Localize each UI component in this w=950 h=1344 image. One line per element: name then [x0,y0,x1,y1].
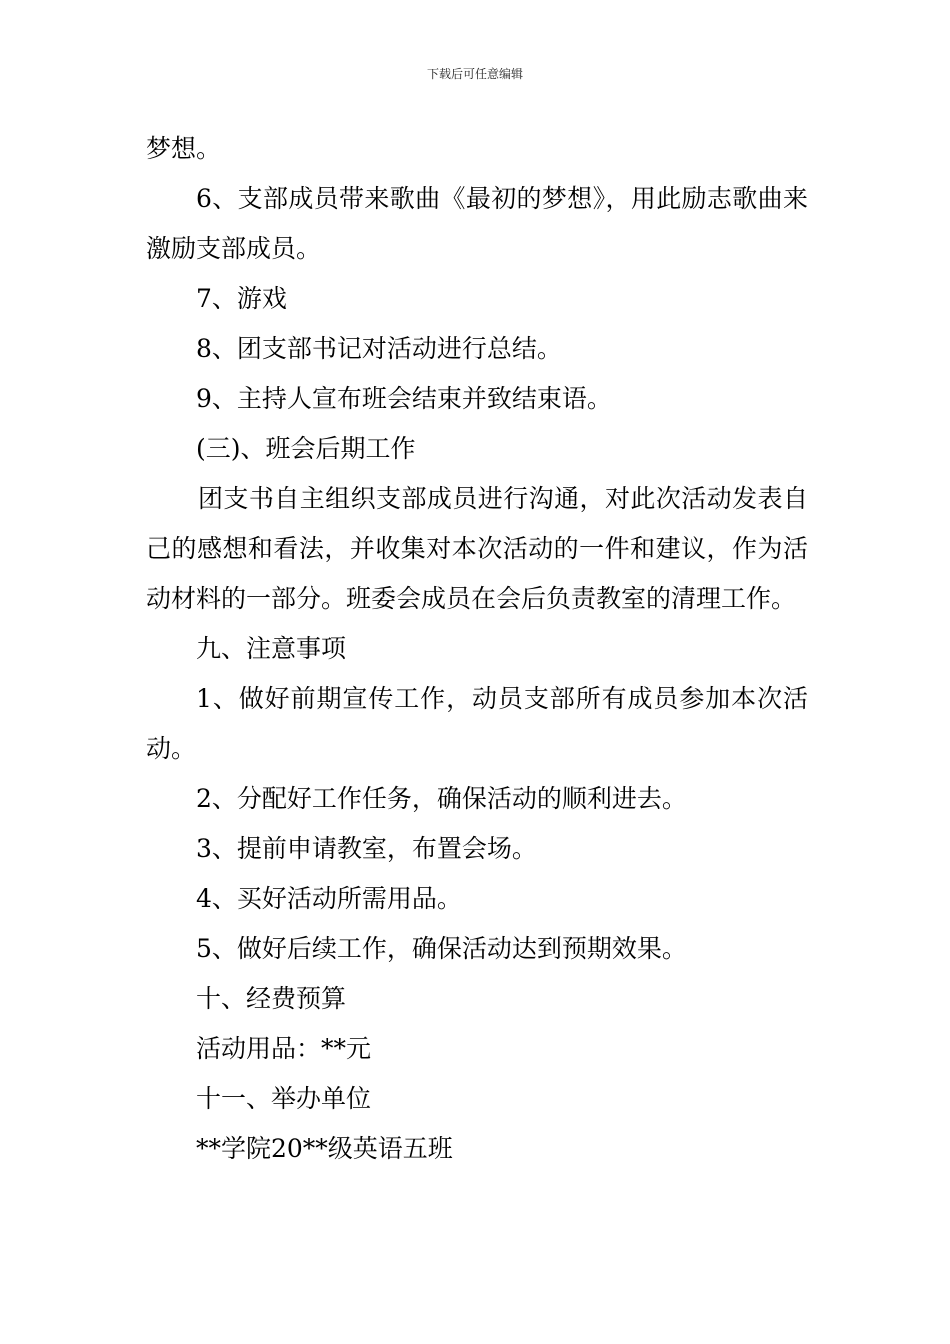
document-body [146,124,808,1174]
notes-item-1: 1、做好前期宣传工作，动员支部所有成员参加本次活动。 [146,684,808,763]
section-heading-budget: 十、经费预算 [196,984,347,1013]
budget-item: 活动用品：**元 [196,1034,372,1063]
paragraph-continuation: 梦想。 [146,134,222,163]
section-heading-post-meeting: (三)、班会后期工作 [196,434,416,463]
notes-item-2: 2、分配好工作任务，确保活动的顺利进去。 [196,784,687,813]
paragraph-post-meeting: 团支书自主组织支部成员进行沟通，对此次活动发表自己的感想和看法，并收集对本次活动的一件和建议，作为活动材料的一部分。班委会成员在会后负责教室的清理工作。 [146,484,808,613]
list-item-8: 8、团支部书记对活动进行总结。 [196,334,562,363]
organizer-name: **学院20**级英语五班 [196,1134,453,1163]
section-heading-notes: 九、注意事项 [196,634,347,663]
page-header: 下载后可任意编辑 [426,67,523,81]
list-item-6: 6、支部成员带来歌曲《最初的梦想》，用此励志歌曲来激励支部成员。 [146,184,808,263]
notes-item-5: 5、做好后续工作，确保活动达到预期效果。 [196,934,687,963]
notes-item-3: 3、提前申请教室，布置会场。 [196,834,537,863]
list-item-7: 7、游戏 [196,284,287,313]
notes-item-4: 4、买好活动所需用品。 [196,884,462,913]
list-item-9: 9、主持人宣布班会结束并致结束语。 [196,384,612,413]
section-heading-organizer: 十一、举办单位 [196,1084,372,1113]
